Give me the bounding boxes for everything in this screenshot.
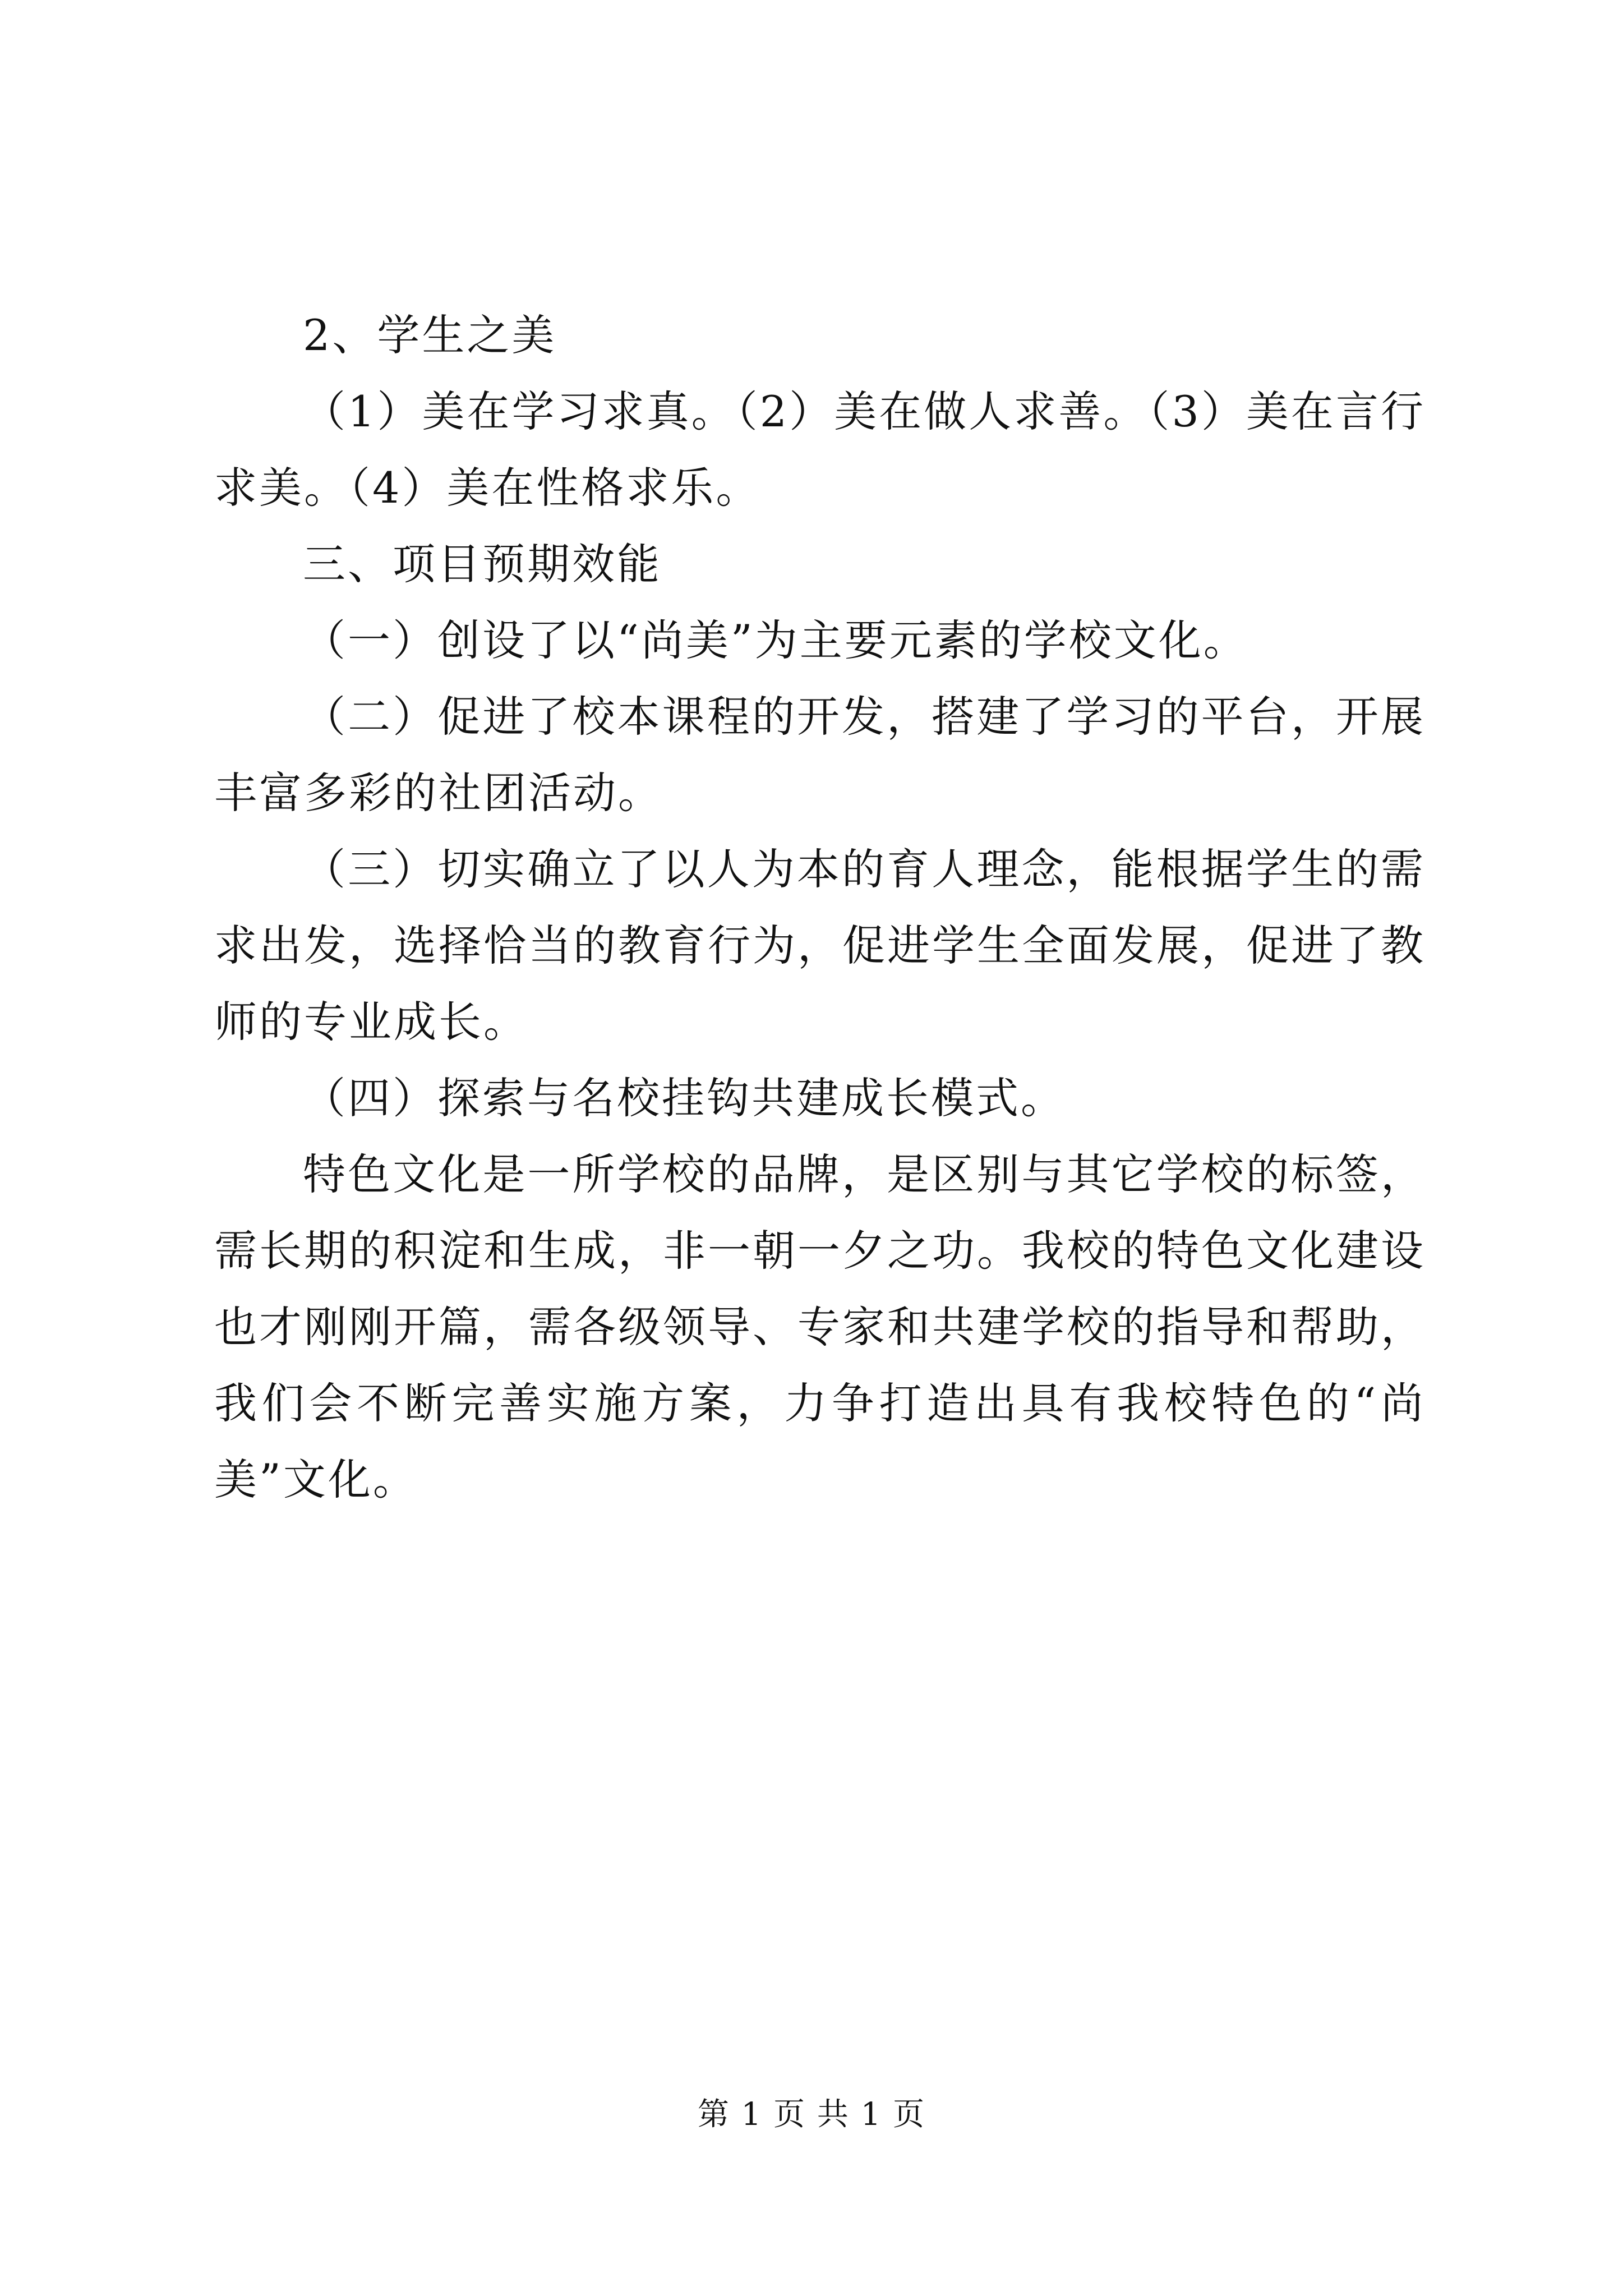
section-heading-student-beauty: 2、学生之美 [303, 310, 557, 360]
page-footer: 第 1 页 共 1 页 [697, 2096, 926, 2133]
paragraph-effect-1: （一）创设了以“尚美”为主要元素的学校文化。 [303, 615, 1248, 665]
paragraph-student-beauty-items: （1）美在学习求真。（2）美在做人求善。（3）美在言行求美。（4）美在性格求乐。 [214, 386, 1426, 513]
paragraph-conclusion: 特色文化是一所学校的品牌，是区别与其它学校的标签，需长期的积淀和生成，非一朝一夕之功。我校的特色文化建设也才刚刚开篇，需各级领导、专家和共建学校的指导和帮助，我们会不断完善实施方案，力争打造出具有我校特色的“尚美”文化。 [214, 1149, 1426, 1504]
paragraph-effect-3: （三）切实确立了以人为本的育人理念，能根据学生的需求出发，选择恰当的教育行为，促进学生全面发展，促进了教师的专业成长。 [214, 844, 1426, 1047]
document-body [214, 297, 1426, 1518]
paragraph-effect-2: （二）促进了校本课程的开发，搭建了学习的平台，开展丰富多彩的社团活动。 [214, 692, 1426, 818]
section-heading-expected-effects: 三、项目预期效能 [303, 539, 662, 589]
paragraph-effect-4: （四）探索与名校挂钩共建成长模式。 [303, 1073, 1066, 1123]
